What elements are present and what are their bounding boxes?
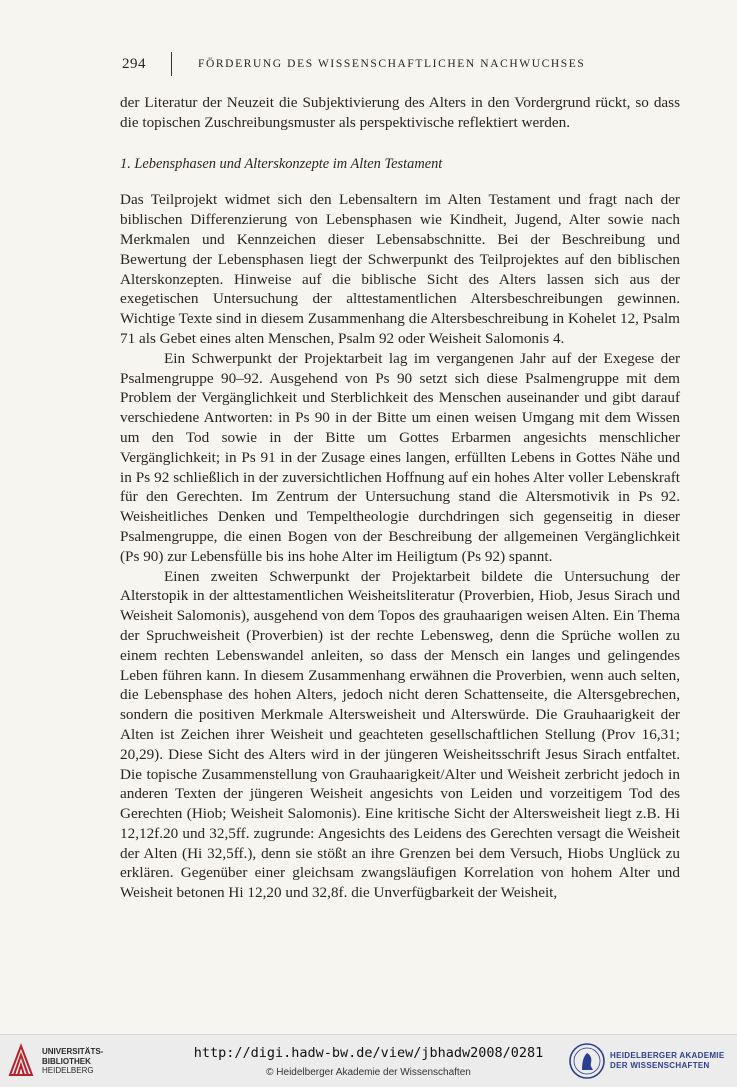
paragraph: Ein Schwerpunkt der Projektarbeit lag im vergangenen Jahr auf der Exegese der Psalmengruppe 90–92. Ausgehend von Ps 90 setzt sich diese Psalmengruppe mit dem Problem der Vergänglichkeit und Sterblichkeit des Menschen auseinander und gibt darauf verschiedene Antworten: in Ps 90 in der Bitte um einen weisen Umgang mit dem Wissen um den Tod sowie in der Bitte um Gottes Erbarmen angesichts menschlicher Vergänglichkeit; in Ps 91 in der Zusage eines langen, erfüllten Lebens in Gottes Nähe und in Ps 92 schließlich in der zuversichtlichen Hoffnung auf ein hohes Alter voller Lebenskraft für den Gerechten. Im Zentrum der Untersuchung stand die Altersmotivik in Ps 92. Weisheitliches Denken und Tempeltheologie durchdringen sich gegenseitig in dieser Psalmengruppe, die einen Bogen von der Beschreibung der allgemeinen Vergänglichkeit (Ps 90) zur Lebensfülle bis ins hohe Alter im Heiligtum (Ps 92) spannt. bbox=[120, 349, 680, 565]
header-divider bbox=[171, 52, 172, 76]
haw-logo-line: HEIDELBERGER AKADEMIE bbox=[610, 1051, 725, 1060]
paragraph: Das Teilprojekt widmet sich den Lebensaltern im Alten Testament und fragt nach der biblischen Differenzierung von Lebensphasen wie Kindheit, Jugend, Alter sowie nach Merkmalen und Kennzeichen dieser Lebensabschnitte. Bei der Beschreibung und Bewertung der Lebensphasen liegt der Schwerpunkt des Teilprojektes auf den biblischen Alterskonzepten. Hinweise auf die biblische Sicht des Alters lassen sich aus der exegetischen Untersuchung der alttestamentlichen Altersbeschreibungen gewinnen. Wichtige Texte sind in diesem Zusammenhang die Altersbeschreibung in Kohelet 12, Psalm 71 als Gebet eines alten Menschen, Psalm 92 oder Weisheit Salomonis 4. bbox=[120, 191, 680, 347]
page-number: 294 bbox=[122, 56, 146, 72]
copyright-notice: © Heidelberger Akademie der Wissenschaften bbox=[266, 1067, 471, 1078]
haw-logo-line: DER WISSENSCHAFTEN bbox=[610, 1061, 710, 1070]
paragraph: Einen zweiten Schwerpunkt der Projektarbeit bildete die Untersuchung der Alterstopik in der alttestamentlichen Weisheitsliteratur (Proverbien, Hiob, Jesus Sirach und Weisheit Salomonis), ausgehend von dem Topos des grauhaarigen weisen Alten. Ein Thema der Spruchweisheit (Proverbien) ist der rechte Lebensweg, denn die Sprüche wollen zu einem rechten Lebenswandel anleiten, so dass der Mensch ein langes und gelingendes Leben führen kann. In diesem Zusammenhang erwähnen die Proverbien, wenn auch selten, die Lebensphase des hohen Alters, jedoch nicht deren Schattenseite, die Altersgebrechen, sondern die positiven Merkmale Altersweisheit und Alterswürde. Die Grauhaarigkeit der Alten ist Zeichen ihrer Weisheit und geachteten gesellschaftlichen Stellung (Prov 16,31; 20,29). Diese Sicht des Alters wird in der jüngeren Weisheitsschrift Jesus Sirach entfaltet. Die topische Zusammenstellung von Grauhaarigkeit/Alter und Weisheit zerbricht jedoch in anderen Texten der jüngeren Weisheit angesichts von Leiden und vorzeitigem Tod des Gerechten (Hiob; Weisheit Salomonis). Eine kritische Sicht der Altersweisheit liegt z.B. Hi 12,12f.20 und 32,5ff. zugrunde: Angesichts des Leidens des Gerechten versagt die Weisheit der Alten (Hi 32,5ff.), denn sie stößt an ihre Grenzen bei dem Versuch, Hiobs Unglück zu erklären. Gegenüber einer gleichsam zwangsläufigen Korrelation von hohem Alter und Weisheit betonen Hi 12,20 und 32,8f. die Unverfügbarkeit der Weisheit, bbox=[120, 567, 680, 902]
ub-logo-line: BIBLIOTHEK bbox=[42, 1056, 91, 1066]
haw-seal-icon bbox=[568, 1041, 606, 1081]
running-head: FÖRDERUNG DES WISSENSCHAFTLICHEN NACHWUCHSES bbox=[198, 58, 586, 70]
viewer-footer bbox=[0, 1034, 737, 1087]
ub-logo-line: HEIDELBERG bbox=[42, 1066, 94, 1075]
haw-logo[interactable] bbox=[568, 1041, 733, 1081]
body-text bbox=[120, 93, 680, 903]
section-heading: 1. Lebensphasen und Alterskonzepte im Alten Testament bbox=[120, 155, 443, 172]
ub-logo-line: UNIVERSITÄTS- bbox=[42, 1047, 104, 1056]
permalink-url[interactable]: http://digi.hadw-bw.de/view/jbhadw2008/0281 bbox=[193, 1045, 544, 1061]
page-header bbox=[120, 52, 680, 82]
intro-paragraph: der Literatur der Neuzeit die Subjektivierung des Alters in den Vordergrund rückt, so dass die topischen Zuschreibungsmuster als perspektivische reflektiert werden. bbox=[120, 94, 680, 131]
